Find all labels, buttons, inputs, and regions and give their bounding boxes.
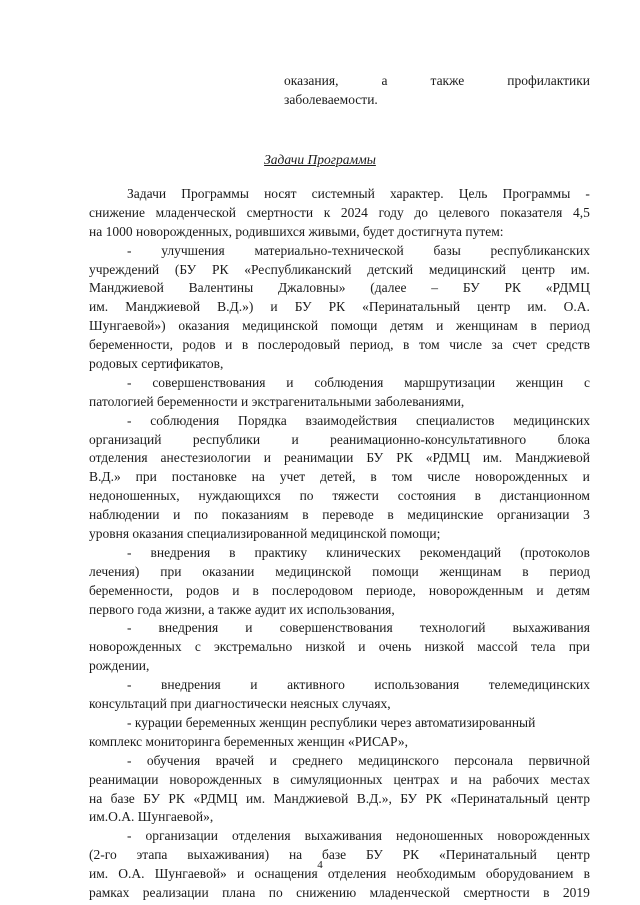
word: новорожденных — [89, 639, 182, 655]
word: учреждений — [89, 261, 160, 277]
text-line — [89, 827, 590, 846]
word: отделения — [327, 866, 387, 882]
paragraph — [89, 714, 590, 752]
text-line — [89, 771, 590, 790]
word: в — [543, 884, 550, 900]
word: на — [468, 771, 482, 787]
word: улучшения — [161, 242, 225, 258]
word: оснащения — [254, 866, 318, 882]
word: - — [127, 374, 132, 390]
word: медицинской — [275, 563, 352, 579]
paragraph — [89, 412, 590, 544]
word: этапа — [136, 847, 168, 863]
word: медицинской — [242, 318, 319, 334]
paragraph — [89, 752, 590, 828]
word: новорожденных — [475, 469, 568, 485]
word: послеродовом — [271, 582, 353, 598]
word: РК — [396, 450, 413, 466]
word: РК — [168, 790, 185, 806]
word: период, — [349, 337, 394, 353]
word: и — [358, 639, 366, 655]
word: – — [431, 280, 439, 296]
text-line — [89, 676, 590, 695]
word: симуляционных — [290, 771, 383, 787]
text-line: комплекс мониторинга беременных женщин «РИСАР», — [89, 733, 409, 749]
paragraph — [89, 374, 590, 412]
word: «РДМЦ — [425, 450, 470, 466]
word: 2019 — [562, 884, 590, 900]
word: по — [299, 488, 314, 504]
text-line — [89, 298, 590, 317]
word: детей, — [320, 469, 356, 485]
word: помощи — [330, 318, 378, 334]
word: плана — [222, 884, 256, 900]
word: использования — [374, 677, 460, 693]
text-line: - курации беременных женщин республики через автоматизированный — [127, 714, 536, 730]
word: наблюдении — [89, 507, 160, 523]
paragraph — [89, 544, 590, 620]
word: местах — [550, 771, 590, 787]
text-line — [89, 374, 590, 393]
word: беременности, — [89, 582, 173, 598]
word: блока — [557, 431, 590, 447]
word: - — [127, 412, 132, 428]
word: в — [272, 771, 280, 787]
word: на — [251, 469, 265, 485]
word: в — [522, 563, 529, 579]
text-line — [89, 582, 590, 601]
word: том — [418, 337, 440, 353]
page-number: 4 — [317, 859, 323, 871]
word: женщинам — [456, 318, 518, 334]
text-line: уровня оказания специализированной медицинской помощи; — [89, 526, 441, 542]
text-line — [89, 336, 590, 355]
word: том — [391, 469, 413, 485]
word: им. — [89, 866, 109, 882]
word: счет — [512, 337, 537, 353]
continuation-line: заболеваемости. — [284, 91, 378, 107]
text-line — [89, 412, 590, 431]
word: Манджиевой — [89, 280, 164, 296]
word: низкой — [305, 639, 346, 655]
text-line — [89, 204, 590, 223]
text-line: рождении, — [89, 658, 150, 674]
word: тела — [530, 639, 556, 655]
word: Манджиевой — [125, 299, 201, 315]
word: новорожденным — [428, 582, 524, 598]
text-line — [89, 506, 590, 525]
word: центр — [477, 299, 511, 315]
word: центрах — [393, 771, 440, 787]
word: В.Д.» — [89, 469, 121, 485]
text-line — [89, 487, 590, 506]
word: и — [582, 469, 590, 485]
word: центр — [556, 847, 590, 863]
word: состояния — [397, 488, 456, 504]
word: БУ — [400, 790, 418, 806]
word: низкой — [424, 639, 465, 655]
word: по — [268, 884, 283, 900]
word: очень — [378, 639, 412, 655]
word: - — [127, 752, 132, 768]
word: республики — [192, 431, 261, 447]
continuation-line — [284, 71, 590, 90]
word: в — [403, 337, 410, 353]
word: новорожденных — [497, 828, 590, 844]
text-line — [89, 563, 590, 582]
word: и — [236, 866, 245, 882]
continuation-text — [284, 71, 590, 109]
word: медицинские — [407, 507, 484, 523]
word: средств — [546, 337, 590, 353]
word: помощи — [372, 563, 419, 579]
word: внедрения — [158, 620, 219, 636]
word: году — [378, 204, 404, 220]
word: и — [436, 318, 444, 334]
word: в — [530, 318, 537, 334]
word: послеродовый — [257, 337, 341, 353]
word: реанимации — [89, 771, 159, 787]
word: РК — [504, 280, 521, 296]
word: и — [536, 582, 544, 598]
text-line — [89, 185, 590, 204]
word: 4,5 — [573, 204, 590, 220]
text-line — [89, 468, 590, 487]
text-line — [89, 261, 590, 280]
word: базы — [433, 242, 461, 258]
word: Цель — [458, 186, 488, 201]
word: - — [127, 242, 132, 258]
word: показаниям — [221, 507, 289, 523]
word: детям — [390, 318, 424, 334]
word: В.Д.», — [356, 790, 392, 806]
word: к — [323, 204, 331, 220]
word: им. — [527, 299, 547, 315]
word: (протоколов — [520, 544, 590, 560]
word: смертности — [463, 884, 530, 900]
word: рамках — [89, 884, 130, 900]
word: «РДМЦ — [193, 790, 238, 806]
paragraph — [89, 676, 590, 714]
text-line — [89, 752, 590, 771]
word: медицинского — [358, 752, 439, 768]
word: взаимодействия — [305, 412, 398, 428]
text-line — [89, 544, 590, 563]
word: при — [160, 563, 182, 579]
word: Манджиевой — [515, 450, 590, 466]
word: среднего — [292, 752, 343, 768]
word: показателя — [500, 204, 563, 220]
word: лечения) — [89, 563, 140, 579]
word: в — [387, 507, 394, 523]
word: центр — [521, 261, 556, 277]
word: БУ — [294, 299, 312, 315]
word: БУ — [462, 280, 480, 296]
paragraph — [89, 242, 590, 374]
word: внедрения — [161, 677, 221, 693]
word: им. — [570, 261, 590, 277]
word: и — [263, 450, 271, 466]
text-line: патологией беременности и экстрагенитальными заболеваниями, — [89, 393, 465, 409]
word: на — [288, 847, 303, 863]
word: при — [135, 469, 157, 485]
word: - — [585, 186, 590, 201]
word: дистанционном — [499, 488, 590, 504]
word: младенческой — [155, 204, 236, 220]
word: и — [225, 337, 233, 353]
word: 3 — [583, 507, 590, 523]
word: оказании — [202, 563, 255, 579]
word: первичной — [528, 752, 590, 768]
word: с — [194, 639, 201, 655]
word: базе — [321, 847, 347, 863]
text-line — [89, 884, 590, 903]
word: - — [127, 620, 132, 636]
word: Манджиевой — [273, 790, 349, 806]
word: младенческой — [369, 884, 450, 900]
word: О.А. — [563, 299, 590, 315]
word: системный — [311, 186, 375, 201]
word: БУ — [143, 790, 161, 806]
paragraph — [89, 619, 590, 676]
word: переводе — [322, 507, 374, 523]
word: рабочих — [492, 771, 540, 787]
word: медицинских — [513, 412, 590, 428]
word: (2-го — [89, 847, 117, 863]
text-line: консультаций при диагностически неясных случаях, — [89, 696, 391, 712]
word: в — [474, 488, 482, 504]
word: 2024 — [340, 204, 368, 220]
word: медицинский — [428, 261, 507, 277]
word: женщин — [515, 374, 564, 390]
word: анестезиологии — [160, 450, 251, 466]
word: учет — [279, 469, 306, 485]
word: В.Д.») — [217, 299, 254, 315]
word: телемедицинских — [488, 677, 590, 693]
text-line — [89, 638, 590, 657]
text-line: родовых сертификатов, — [89, 356, 224, 372]
word: (далее — [370, 280, 407, 296]
word: и — [269, 752, 277, 768]
word: беременности, — [89, 337, 173, 353]
word: совершенствования — [152, 374, 266, 390]
paragraph — [89, 185, 590, 242]
word: совершенствования — [279, 620, 393, 636]
word: Программы — [181, 186, 249, 201]
text-line: на 1000 новорожденных, родившихся живыми, будет достигнута путем: — [89, 223, 504, 239]
text-line: первого года жизни, а также аудит их использования, — [89, 601, 395, 617]
word: «Перинатальный — [450, 790, 549, 806]
text-line — [89, 317, 590, 336]
word: характер. — [389, 186, 444, 201]
word: необходимым — [396, 866, 476, 882]
word: и — [173, 507, 181, 523]
word: - — [127, 677, 132, 693]
word: детям — [556, 582, 590, 598]
word: БУ — [365, 847, 383, 863]
word: и — [245, 620, 253, 636]
word: в — [241, 337, 249, 353]
word: родов — [186, 582, 220, 598]
word: новорожденных — [169, 771, 263, 787]
word: специалистов — [415, 412, 495, 428]
word: в — [370, 469, 377, 485]
word: целевого — [438, 204, 490, 220]
word: и — [291, 431, 299, 447]
word: период — [549, 318, 590, 334]
word: носят — [264, 186, 297, 201]
word: массой — [477, 639, 518, 655]
word: и — [232, 582, 240, 598]
word: тяжести — [332, 488, 379, 504]
word: за — [491, 337, 503, 353]
word: и — [286, 374, 294, 390]
word: республиканских — [490, 242, 590, 258]
text-line — [89, 790, 590, 809]
word: Программы — [502, 186, 571, 201]
word: на — [89, 790, 103, 806]
word: «РДМЦ — [545, 280, 590, 296]
word: отделения — [232, 828, 291, 844]
word: клинических — [326, 544, 401, 560]
word: реализации — [142, 884, 209, 900]
word: РК — [402, 847, 420, 863]
word: организаций — [89, 431, 162, 447]
word: «Перинатальный — [362, 299, 461, 315]
word: врачей — [215, 752, 255, 768]
text-line — [89, 279, 590, 298]
word: Шунгаевой» — [154, 866, 227, 882]
word: до — [414, 204, 429, 220]
word: Порядка — [238, 412, 287, 428]
word: О.А. — [118, 866, 145, 882]
word: РК — [211, 261, 229, 277]
word: по — [194, 507, 208, 523]
word: смертности — [246, 204, 314, 220]
word: Задачи — [127, 186, 167, 201]
word: и — [270, 299, 278, 315]
word: РК — [425, 790, 442, 806]
word: постановке — [171, 469, 237, 485]
word: центр — [556, 790, 590, 806]
word: период — [549, 563, 590, 579]
word: практику — [254, 544, 308, 560]
word: реанимационно-консультативного — [330, 431, 527, 447]
word: оборудованием — [485, 866, 574, 882]
text-line — [89, 431, 590, 450]
word: оказания, — [284, 73, 339, 88]
word: числе — [449, 337, 482, 353]
word: оказания — [178, 318, 230, 334]
word: в — [302, 507, 309, 523]
word: выхаживания) — [187, 847, 270, 863]
word: - — [127, 544, 132, 560]
word: числе — [427, 469, 461, 485]
word: женщинам — [439, 563, 502, 579]
word: родов — [182, 337, 216, 353]
word: в — [583, 866, 590, 882]
word: и — [250, 677, 258, 693]
word: в — [229, 544, 236, 560]
word: детский — [367, 261, 414, 277]
body-text — [89, 185, 590, 903]
word: активного — [287, 677, 345, 693]
word: в — [252, 582, 259, 598]
word: внедрения — [150, 544, 211, 560]
word: соблюдения — [150, 412, 220, 428]
word: им. — [89, 299, 109, 315]
word: недоношенных — [396, 828, 484, 844]
word: недоношенных, — [89, 488, 180, 504]
word: маршрутизации — [404, 374, 496, 390]
word: отделения — [89, 450, 148, 466]
word: периоде, — [366, 582, 416, 598]
word: при — [568, 639, 590, 655]
word: снижение — [89, 204, 146, 220]
word: организации — [145, 828, 218, 844]
word: им. — [482, 450, 503, 466]
word: с — [583, 374, 590, 390]
word: «Республиканский — [244, 261, 352, 277]
text-line — [89, 449, 590, 468]
word: персонала — [454, 752, 514, 768]
word: - — [127, 828, 132, 844]
word: базе — [110, 790, 135, 806]
word: Валентины — [188, 280, 254, 296]
text-line — [89, 242, 590, 261]
word: им. — [245, 790, 266, 806]
word: профилактики — [507, 73, 590, 88]
word: РК — [328, 299, 346, 315]
word: соблюдения — [314, 374, 384, 390]
word: нуждающихся — [198, 488, 281, 504]
word: снижению — [296, 884, 357, 900]
word: Джаловны» — [277, 280, 346, 296]
word: (БУ — [174, 261, 197, 277]
word: реанимации — [283, 450, 354, 466]
word: БУ — [366, 450, 384, 466]
word: обучения — [146, 752, 201, 768]
section-heading: Задачи Программы — [264, 152, 376, 167]
word: организации — [497, 507, 570, 523]
text-line: им.О.А. Шунгаевой», — [89, 809, 214, 825]
word: Шунгаевой») — [89, 318, 166, 334]
word: экстремально — [214, 639, 293, 655]
word: материально-технической — [254, 242, 404, 258]
word: «Перинатальный — [438, 847, 537, 863]
word: выхаживания — [512, 620, 590, 636]
word: рекомендаций — [419, 544, 502, 560]
word: технологий — [419, 620, 486, 636]
word: и — [450, 771, 458, 787]
word: выхаживания — [304, 828, 382, 844]
text-line — [89, 619, 590, 638]
word: а — [381, 73, 388, 88]
word: также — [430, 73, 465, 88]
